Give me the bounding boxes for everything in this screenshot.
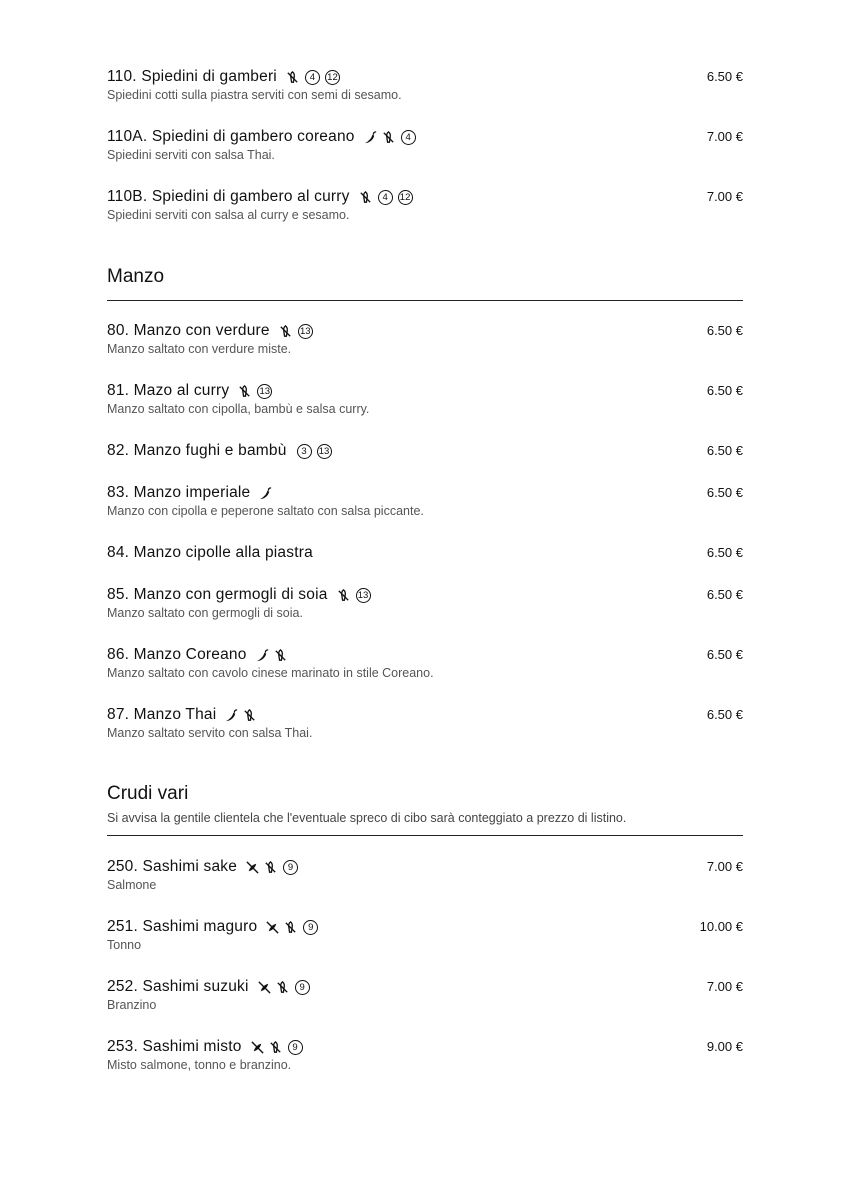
gluten-free-icon bbox=[336, 588, 351, 603]
item-description: Branzino bbox=[107, 998, 157, 1012]
item-description: Manzo con cipolla e peperone saltato con salsa piccante. bbox=[107, 504, 424, 518]
gluten-free-icon bbox=[268, 1040, 283, 1055]
item-description: Tonno bbox=[107, 938, 142, 952]
item-price: 6.50 € bbox=[706, 443, 743, 458]
item-badges bbox=[278, 324, 313, 339]
item-price: 6.50 € bbox=[706, 323, 743, 338]
no-cook-icon bbox=[245, 860, 260, 875]
allergen-badge: 4 bbox=[401, 130, 416, 145]
menu-item bbox=[107, 645, 743, 680]
item-name: 85. Manzo con germogli di soia bbox=[107, 586, 328, 603]
allergen-badge: 13 bbox=[317, 444, 332, 459]
item-name: 82. Manzo fughi e bambù bbox=[107, 442, 287, 459]
menu-item bbox=[107, 585, 743, 620]
item-badges bbox=[224, 708, 257, 723]
chili-pepper-icon bbox=[363, 130, 378, 145]
allergen-badge: 9 bbox=[288, 1040, 303, 1055]
menu-item bbox=[107, 187, 743, 222]
item-name: 86. Manzo Coreano bbox=[107, 646, 247, 663]
section-divider bbox=[107, 300, 743, 301]
menu-item bbox=[107, 127, 743, 162]
item-name: 81. Mazo al curry bbox=[107, 382, 230, 399]
menu-item bbox=[107, 705, 743, 740]
allergen-badge: 9 bbox=[303, 920, 318, 935]
item-description: Manzo saltato con cipolla, bambù e salsa curry. bbox=[107, 402, 370, 416]
item-name: 80. Manzo con verdure bbox=[107, 322, 270, 339]
item-price: 9.00 € bbox=[706, 1039, 743, 1054]
item-badges bbox=[295, 444, 332, 459]
item-price: 6.50 € bbox=[706, 383, 743, 398]
allergen-badge: 4 bbox=[378, 190, 393, 205]
menu-item bbox=[107, 381, 743, 416]
menu-item bbox=[107, 1037, 743, 1072]
gluten-free-icon bbox=[283, 920, 298, 935]
no-cook-icon bbox=[265, 920, 280, 935]
no-cook-icon bbox=[250, 1040, 265, 1055]
item-badges bbox=[250, 1040, 303, 1055]
chili-pepper-icon bbox=[258, 486, 273, 501]
item-description: Misto salmone, tonno e branzino. bbox=[107, 1058, 292, 1072]
allergen-badge: 9 bbox=[283, 860, 298, 875]
gluten-free-icon bbox=[237, 384, 252, 399]
item-description: Manzo saltato con germogli di soia. bbox=[107, 606, 303, 620]
item-price: 10.00 € bbox=[699, 919, 743, 934]
item-name: 110. Spiedini di gamberi bbox=[107, 68, 277, 85]
allergen-badge: 9 bbox=[295, 980, 310, 995]
item-badges bbox=[358, 190, 413, 205]
item-description: Manzo saltato servito con salsa Thai. bbox=[107, 726, 313, 740]
gluten-free-icon bbox=[285, 70, 300, 85]
allergen-badge: 12 bbox=[398, 190, 413, 205]
item-name: 253. Sashimi misto bbox=[107, 1038, 242, 1055]
allergen-badge: 13 bbox=[298, 324, 313, 339]
item-price: 7.00 € bbox=[706, 979, 743, 994]
item-badges bbox=[336, 588, 371, 603]
gluten-free-icon bbox=[242, 708, 257, 723]
no-cook-icon bbox=[257, 980, 272, 995]
item-price: 6.50 € bbox=[706, 647, 743, 662]
section-title-crudi: Crudi vari bbox=[107, 783, 189, 804]
item-description: Manzo saltato con verdure miste. bbox=[107, 342, 292, 356]
gluten-free-icon bbox=[358, 190, 373, 205]
allergen-badge: 3 bbox=[297, 444, 312, 459]
item-badges bbox=[258, 486, 273, 501]
item-badges bbox=[265, 920, 318, 935]
gluten-free-icon bbox=[381, 130, 396, 145]
allergen-badge: 13 bbox=[356, 588, 371, 603]
item-name: 251. Sashimi maguro bbox=[107, 918, 258, 935]
gluten-free-icon bbox=[263, 860, 278, 875]
item-badges bbox=[245, 860, 298, 875]
menu-item bbox=[107, 67, 743, 102]
item-name: 110B. Spiedini di gambero al curry bbox=[107, 188, 350, 205]
item-description: Manzo saltato con cavolo cinese marinato in stile Coreano. bbox=[107, 666, 434, 680]
item-price: 6.50 € bbox=[706, 545, 743, 560]
section-divider bbox=[107, 835, 743, 836]
chili-pepper-icon bbox=[224, 708, 239, 723]
item-description: Salmone bbox=[107, 878, 157, 892]
item-description: Spiedini serviti con salsa Thai. bbox=[107, 148, 275, 162]
menu-item bbox=[107, 543, 743, 563]
chili-pepper-icon bbox=[255, 648, 270, 663]
item-description: Spiedini serviti con salsa al curry e sesamo. bbox=[107, 208, 350, 222]
item-price: 6.50 € bbox=[706, 587, 743, 602]
gluten-free-icon bbox=[278, 324, 293, 339]
menu-item bbox=[107, 441, 743, 461]
section-note: Si avvisa la gentile clientela che l'eventuale spreco di cibo sarà conteggiato a prezzo di listino. bbox=[107, 811, 627, 825]
menu-item bbox=[107, 977, 743, 1012]
item-price: 7.00 € bbox=[706, 859, 743, 874]
item-badges bbox=[237, 384, 272, 399]
item-badges bbox=[255, 648, 288, 663]
menu-item bbox=[107, 857, 743, 892]
item-badges bbox=[363, 130, 416, 145]
gluten-free-icon bbox=[273, 648, 288, 663]
menu-item bbox=[107, 917, 743, 952]
item-price: 6.50 € bbox=[706, 69, 743, 84]
item-name: 83. Manzo imperiale bbox=[107, 484, 251, 501]
allergen-badge: 13 bbox=[257, 384, 272, 399]
item-name: 87. Manzo Thai bbox=[107, 706, 217, 723]
item-name: 84. Manzo cipolle alla piastra bbox=[107, 544, 313, 561]
allergen-badge: 4 bbox=[305, 70, 320, 85]
item-price: 7.00 € bbox=[706, 189, 743, 204]
section-title-manzo: Manzo bbox=[107, 266, 165, 287]
item-price: 6.50 € bbox=[706, 485, 743, 500]
item-name: 252. Sashimi suzuki bbox=[107, 978, 249, 995]
item-badges bbox=[257, 980, 310, 995]
item-name: 250. Sashimi sake bbox=[107, 858, 238, 875]
item-name: 110A. Spiedini di gambero coreano bbox=[107, 128, 355, 145]
menu-item bbox=[107, 483, 743, 518]
allergen-badge: 12 bbox=[325, 70, 340, 85]
item-description: Spiedini cotti sulla piastra serviti con semi di sesamo. bbox=[107, 88, 402, 102]
gluten-free-icon bbox=[275, 980, 290, 995]
item-price: 7.00 € bbox=[706, 129, 743, 144]
item-badges bbox=[285, 70, 340, 85]
menu-item bbox=[107, 321, 743, 356]
item-price: 6.50 € bbox=[706, 707, 743, 722]
